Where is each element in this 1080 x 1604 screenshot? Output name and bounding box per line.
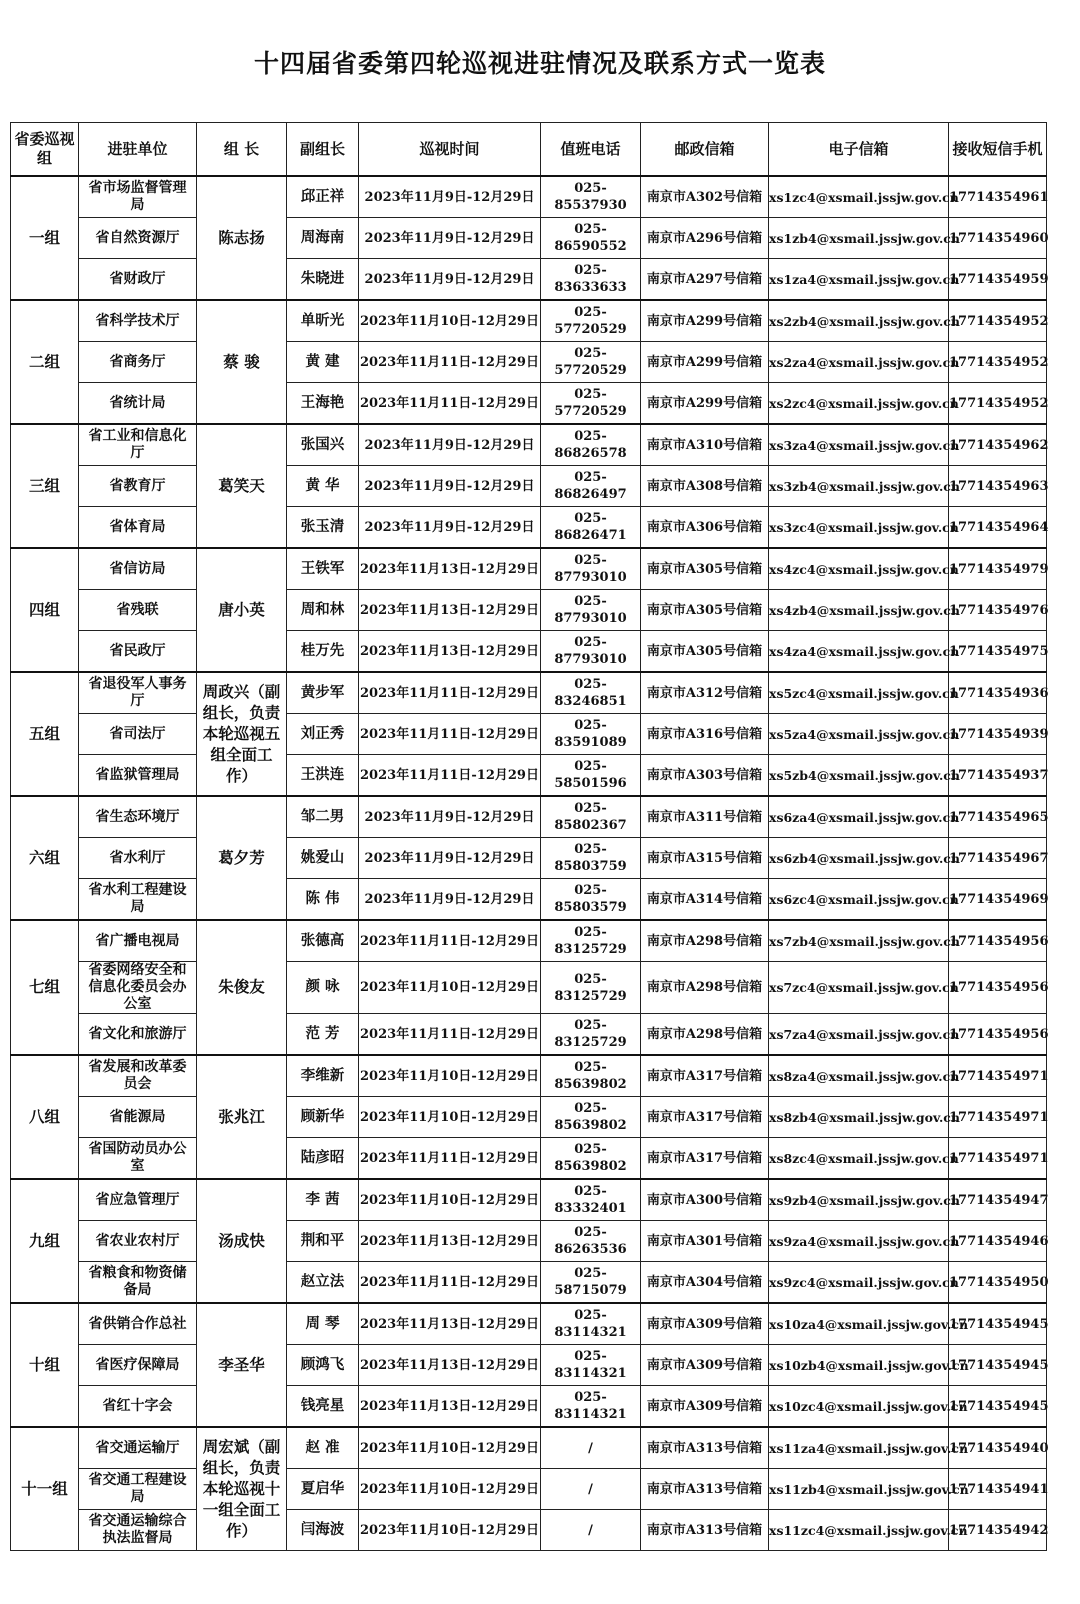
- unit-cell: 省司法厅: [79, 714, 197, 755]
- postbox-cell: 南京市A313号信箱: [641, 1469, 769, 1510]
- table-row: [11, 631, 1047, 673]
- email-cell: xs2zb4@xsmail.jssjw.gov.cn: [769, 300, 949, 342]
- email-cell: xs10zc4@xsmail.jssjw.gov.cn: [769, 1386, 949, 1428]
- time-cell: 2023年11月9日-12月29日: [359, 507, 541, 549]
- table-row: [11, 1303, 1047, 1345]
- table-row: [11, 1097, 1047, 1138]
- email-cell: xs8zc4@xsmail.jssjw.gov.cn: [769, 1138, 949, 1180]
- unit-cell: 省自然资源厅: [79, 218, 197, 259]
- time-cell: 2023年11月11日-12月29日: [359, 672, 541, 714]
- time-cell: 2023年11月13日-12月29日: [359, 1386, 541, 1428]
- table-row: [11, 342, 1047, 383]
- email-cell: xs10zb4@xsmail.jssjw.gov.cn: [769, 1345, 949, 1386]
- deputy-cell: 李 茜: [287, 1179, 359, 1221]
- postbox-cell: 南京市A306号信箱: [641, 507, 769, 549]
- phone-cell: /: [541, 1469, 641, 1510]
- table-row: [11, 1386, 1047, 1428]
- table-header-row: [11, 123, 1047, 177]
- unit-cell: 省残联: [79, 590, 197, 631]
- table-row: [11, 1179, 1047, 1221]
- phone-cell: 025-85639802: [541, 1097, 641, 1138]
- mobile-cell: 17714354976: [949, 590, 1047, 631]
- mobile-cell: 17714354947: [949, 1179, 1047, 1221]
- header-unit: 进驻单位: [79, 123, 197, 177]
- unit-cell: 省发展和改革委员会: [79, 1055, 197, 1097]
- mobile-cell: 17714354945: [949, 1303, 1047, 1345]
- table-row: [11, 1262, 1047, 1304]
- postbox-cell: 南京市A305号信箱: [641, 548, 769, 590]
- postbox-cell: 南京市A313号信箱: [641, 1427, 769, 1469]
- group-name-cell: 三组: [11, 424, 79, 548]
- phone-cell: 025-85639802: [541, 1138, 641, 1180]
- phone-cell: 025-85803759: [541, 838, 641, 879]
- table-body: [11, 176, 1047, 1551]
- table-row: [11, 838, 1047, 879]
- phone-cell: /: [541, 1510, 641, 1551]
- time-cell: 2023年11月13日-12月29日: [359, 1345, 541, 1386]
- deputy-cell: 顾新华: [287, 1097, 359, 1138]
- email-cell: xs3za4@xsmail.jssjw.gov.cn: [769, 424, 949, 466]
- header-postbox: 邮政信箱: [641, 123, 769, 177]
- table-row: [11, 466, 1047, 507]
- phone-cell: 025-83633633: [541, 259, 641, 301]
- time-cell: 2023年11月9日-12月29日: [359, 796, 541, 838]
- email-cell: xs9zc4@xsmail.jssjw.gov.cn: [769, 1262, 949, 1304]
- phone-cell: 025-83125729: [541, 1014, 641, 1056]
- leader-cell: 葛笑天: [197, 424, 287, 548]
- phone-cell: 025-86826471: [541, 507, 641, 549]
- mobile-cell: 17714354952: [949, 383, 1047, 425]
- postbox-cell: 南京市A298号信箱: [641, 920, 769, 962]
- email-cell: xs4za4@xsmail.jssjw.gov.cn: [769, 631, 949, 673]
- postbox-cell: 南京市A305号信箱: [641, 590, 769, 631]
- table-row: [11, 1427, 1047, 1469]
- mobile-cell: 17714354962: [949, 424, 1047, 466]
- deputy-cell: 李维新: [287, 1055, 359, 1097]
- deputy-cell: 陆彦昭: [287, 1138, 359, 1180]
- leader-cell: 蔡 骏: [197, 300, 287, 424]
- table-row: [11, 1469, 1047, 1510]
- email-cell: xs11zc4@xsmail.jssjw.gov.cn: [769, 1510, 949, 1551]
- time-cell: 2023年11月11日-12月29日: [359, 342, 541, 383]
- mobile-cell: 17714354971: [949, 1138, 1047, 1180]
- time-cell: 2023年11月10日-12月29日: [359, 300, 541, 342]
- phone-cell: 025-83591089: [541, 714, 641, 755]
- mobile-cell: 17714354963: [949, 466, 1047, 507]
- phone-cell: 025-85803579: [541, 879, 641, 921]
- email-cell: xs8zb4@xsmail.jssjw.gov.cn: [769, 1097, 949, 1138]
- phone-cell: 025-85802367: [541, 796, 641, 838]
- table-row: [11, 714, 1047, 755]
- mobile-cell: 17714354939: [949, 714, 1047, 755]
- unit-cell: 省文化和旅游厅: [79, 1014, 197, 1056]
- time-cell: 2023年11月13日-12月29日: [359, 631, 541, 673]
- time-cell: 2023年11月11日-12月29日: [359, 383, 541, 425]
- postbox-cell: 南京市A299号信箱: [641, 300, 769, 342]
- unit-cell: 省国防动员办公室: [79, 1138, 197, 1180]
- deputy-cell: 单昕光: [287, 300, 359, 342]
- leader-cell: 汤成快: [197, 1179, 287, 1303]
- mobile-cell: 17714354956: [949, 962, 1047, 1014]
- phone-cell: 025-57720529: [541, 383, 641, 425]
- table-row: [11, 1138, 1047, 1180]
- postbox-cell: 南京市A296号信箱: [641, 218, 769, 259]
- group-name-cell: 十一组: [11, 1427, 79, 1551]
- email-cell: xs10za4@xsmail.jssjw.gov.cn: [769, 1303, 949, 1345]
- email-cell: xs1zc4@xsmail.jssjw.gov.cn: [769, 176, 949, 218]
- unit-cell: 省民政厅: [79, 631, 197, 673]
- leader-cell: 陈志扬: [197, 176, 287, 300]
- table-row: [11, 259, 1047, 301]
- mobile-cell: 17714354945: [949, 1386, 1047, 1428]
- postbox-cell: 南京市A309号信箱: [641, 1345, 769, 1386]
- leader-cell: 李圣华: [197, 1303, 287, 1427]
- deputy-cell: 邱正祥: [287, 176, 359, 218]
- postbox-cell: 南京市A316号信箱: [641, 714, 769, 755]
- unit-cell: 省广播电视局: [79, 920, 197, 962]
- mobile-cell: 17714354967: [949, 838, 1047, 879]
- phone-cell: 025-58501596: [541, 755, 641, 797]
- time-cell: 2023年11月13日-12月29日: [359, 590, 541, 631]
- phone-cell: 025-83114321: [541, 1386, 641, 1428]
- group-name-cell: 二组: [11, 300, 79, 424]
- table-row: [11, 1345, 1047, 1386]
- postbox-cell: 南京市A313号信箱: [641, 1510, 769, 1551]
- deputy-cell: 荆和平: [287, 1221, 359, 1262]
- deputy-cell: 姚爱山: [287, 838, 359, 879]
- phone-cell: 025-83125729: [541, 962, 641, 1014]
- table-row: [11, 796, 1047, 838]
- mobile-cell: 17714354959: [949, 259, 1047, 301]
- unit-cell: 省医疗保障局: [79, 1345, 197, 1386]
- time-cell: 2023年11月10日-12月29日: [359, 1097, 541, 1138]
- unit-cell: 省教育厅: [79, 466, 197, 507]
- deputy-cell: 周 琴: [287, 1303, 359, 1345]
- email-cell: xs7za4@xsmail.jssjw.gov.cn: [769, 1014, 949, 1056]
- deputy-cell: 王洪连: [287, 755, 359, 797]
- deputy-cell: 王铁军: [287, 548, 359, 590]
- deputy-cell: 闫海波: [287, 1510, 359, 1551]
- postbox-cell: 南京市A309号信箱: [641, 1386, 769, 1428]
- postbox-cell: 南京市A299号信箱: [641, 383, 769, 425]
- mobile-cell: 17714354956: [949, 1014, 1047, 1056]
- email-cell: xs9zb4@xsmail.jssjw.gov.cn: [769, 1179, 949, 1221]
- unit-cell: 省水利工程建设局: [79, 879, 197, 921]
- group-name-cell: 六组: [11, 796, 79, 920]
- postbox-cell: 南京市A317号信箱: [641, 1097, 769, 1138]
- mobile-cell: 17714354969: [949, 879, 1047, 921]
- postbox-cell: 南京市A299号信箱: [641, 342, 769, 383]
- table-row: [11, 1055, 1047, 1097]
- phone-cell: 025-57720529: [541, 342, 641, 383]
- deputy-cell: 黄 建: [287, 342, 359, 383]
- unit-cell: 省农业农村厅: [79, 1221, 197, 1262]
- postbox-cell: 南京市A304号信箱: [641, 1262, 769, 1304]
- table-row: [11, 424, 1047, 466]
- unit-cell: 省应急管理厅: [79, 1179, 197, 1221]
- mobile-cell: 17714354940: [949, 1427, 1047, 1469]
- deputy-cell: 刘正秀: [287, 714, 359, 755]
- table-row: [11, 672, 1047, 714]
- table-row: [11, 300, 1047, 342]
- email-cell: xs7zc4@xsmail.jssjw.gov.cn: [769, 962, 949, 1014]
- table-row: [11, 548, 1047, 590]
- header-phone: 值班电话: [541, 123, 641, 177]
- email-cell: xs5zb4@xsmail.jssjw.gov.cn: [769, 755, 949, 797]
- table-row: [11, 383, 1047, 425]
- leader-cell: 张兆江: [197, 1055, 287, 1179]
- postbox-cell: 南京市A312号信箱: [641, 672, 769, 714]
- unit-cell: 省体育局: [79, 507, 197, 549]
- deputy-cell: 张国兴: [287, 424, 359, 466]
- deputy-cell: 周海南: [287, 218, 359, 259]
- page-title: 十四届省委第四轮巡视进驻情况及联系方式一览表: [253, 49, 826, 78]
- time-cell: 2023年11月10日-12月29日: [359, 1427, 541, 1469]
- mobile-cell: 17714354946: [949, 1221, 1047, 1262]
- mobile-cell: 17714354971: [949, 1055, 1047, 1097]
- time-cell: 2023年11月11日-12月29日: [359, 755, 541, 797]
- deputy-cell: 顾鸿飞: [287, 1345, 359, 1386]
- mobile-cell: 17714354942: [949, 1510, 1047, 1551]
- time-cell: 2023年11月11日-12月29日: [359, 714, 541, 755]
- phone-cell: 025-83246851: [541, 672, 641, 714]
- email-cell: xs11za4@xsmail.jssjw.gov.cn: [769, 1427, 949, 1469]
- time-cell: 2023年11月10日-12月29日: [359, 1469, 541, 1510]
- unit-cell: 省交通运输综合执法监督局: [79, 1510, 197, 1551]
- table-row: [11, 1014, 1047, 1056]
- time-cell: 2023年11月9日-12月29日: [359, 176, 541, 218]
- table-row: [11, 590, 1047, 631]
- unit-cell: 省工业和信息化厅: [79, 424, 197, 466]
- unit-cell: 省交通运输厅: [79, 1427, 197, 1469]
- phone-cell: 025-83114321: [541, 1345, 641, 1386]
- mobile-cell: 17714354975: [949, 631, 1047, 673]
- header-leader: 组 长: [197, 123, 287, 177]
- group-name-cell: 四组: [11, 548, 79, 672]
- phone-cell: 025-85639802: [541, 1055, 641, 1097]
- mobile-cell: 17714354971: [949, 1097, 1047, 1138]
- mobile-cell: 17714354952: [949, 342, 1047, 383]
- deputy-cell: 黄步军: [287, 672, 359, 714]
- leader-cell: 周政兴（副组长，负责本轮巡视五组全面工作）: [197, 672, 287, 796]
- postbox-cell: 南京市A298号信箱: [641, 962, 769, 1014]
- deputy-cell: 王海艳: [287, 383, 359, 425]
- email-cell: xs6za4@xsmail.jssjw.gov.cn: [769, 796, 949, 838]
- phone-cell: 025-83332401: [541, 1179, 641, 1221]
- time-cell: 2023年11月13日-12月29日: [359, 1303, 541, 1345]
- time-cell: 2023年11月13日-12月29日: [359, 548, 541, 590]
- table-row: [11, 507, 1047, 549]
- header-time: 巡视时间: [359, 123, 541, 177]
- postbox-cell: 南京市A303号信箱: [641, 755, 769, 797]
- time-cell: 2023年11月9日-12月29日: [359, 259, 541, 301]
- inspection-table: [10, 122, 1047, 1551]
- phone-cell: 025-83114321: [541, 1303, 641, 1345]
- time-cell: 2023年11月9日-12月29日: [359, 466, 541, 507]
- email-cell: xs1za4@xsmail.jssjw.gov.cn: [769, 259, 949, 301]
- postbox-cell: 南京市A305号信箱: [641, 631, 769, 673]
- unit-cell: 省交通工程建设局: [79, 1469, 197, 1510]
- deputy-cell: 范 芳: [287, 1014, 359, 1056]
- phone-cell: 025-87793010: [541, 590, 641, 631]
- unit-cell: 省科学技术厅: [79, 300, 197, 342]
- table-row: [11, 218, 1047, 259]
- email-cell: xs5zc4@xsmail.jssjw.gov.cn: [769, 672, 949, 714]
- email-cell: xs1zb4@xsmail.jssjw.gov.cn: [769, 218, 949, 259]
- deputy-cell: 颜 咏: [287, 962, 359, 1014]
- email-cell: xs11zb4@xsmail.jssjw.gov.cn: [769, 1469, 949, 1510]
- unit-cell: 省供销合作总社: [79, 1303, 197, 1345]
- postbox-cell: 南京市A314号信箱: [641, 879, 769, 921]
- unit-cell: 省监狱管理局: [79, 755, 197, 797]
- mobile-cell: 17714354961: [949, 176, 1047, 218]
- unit-cell: 省能源局: [79, 1097, 197, 1138]
- phone-cell: 025-58715079: [541, 1262, 641, 1304]
- postbox-cell: 南京市A317号信箱: [641, 1138, 769, 1180]
- phone-cell: 025-86826578: [541, 424, 641, 466]
- header-deputy: 副组长: [287, 123, 359, 177]
- postbox-cell: 南京市A310号信箱: [641, 424, 769, 466]
- header-group: 省委巡视组: [11, 123, 79, 177]
- unit-cell: 省水利厅: [79, 838, 197, 879]
- postbox-cell: 南京市A302号信箱: [641, 176, 769, 218]
- mobile-cell: 17714354964: [949, 507, 1047, 549]
- time-cell: 2023年11月11日-12月29日: [359, 920, 541, 962]
- mobile-cell: 17714354952: [949, 300, 1047, 342]
- phone-cell: 025-86590552: [541, 218, 641, 259]
- mobile-cell: 17714354937: [949, 755, 1047, 797]
- group-name-cell: 五组: [11, 672, 79, 796]
- email-cell: xs5za4@xsmail.jssjw.gov.cn: [769, 714, 949, 755]
- mobile-cell: 17714354956: [949, 920, 1047, 962]
- table-row: [11, 1221, 1047, 1262]
- email-cell: xs2zc4@xsmail.jssjw.gov.cn: [769, 383, 949, 425]
- group-name-cell: 八组: [11, 1055, 79, 1179]
- group-name-cell: 一组: [11, 176, 79, 300]
- time-cell: 2023年11月10日-12月29日: [359, 1055, 541, 1097]
- deputy-cell: 周和林: [287, 590, 359, 631]
- email-cell: xs3zb4@xsmail.jssjw.gov.cn: [769, 466, 949, 507]
- email-cell: xs2za4@xsmail.jssjw.gov.cn: [769, 342, 949, 383]
- mobile-cell: 17714354960: [949, 218, 1047, 259]
- unit-cell: 省统计局: [79, 383, 197, 425]
- email-cell: xs4zc4@xsmail.jssjw.gov.cn: [769, 548, 949, 590]
- deputy-cell: 陈 伟: [287, 879, 359, 921]
- email-cell: xs7zb4@xsmail.jssjw.gov.cn: [769, 920, 949, 962]
- email-cell: xs9za4@xsmail.jssjw.gov.cn: [769, 1221, 949, 1262]
- unit-cell: 省退役军人事务厅: [79, 672, 197, 714]
- deputy-cell: 钱亮星: [287, 1386, 359, 1428]
- mobile-cell: 17714354941: [949, 1469, 1047, 1510]
- unit-cell: 省委网络安全和信息化委员会办公室: [79, 962, 197, 1014]
- phone-cell: 025-57720529: [541, 300, 641, 342]
- postbox-cell: 南京市A317号信箱: [641, 1055, 769, 1097]
- phone-cell: 025-85537930: [541, 176, 641, 218]
- email-cell: xs3zc4@xsmail.jssjw.gov.cn: [769, 507, 949, 549]
- phone-cell: 025-83125729: [541, 920, 641, 962]
- postbox-cell: 南京市A298号信箱: [641, 1014, 769, 1056]
- email-cell: xs6zb4@xsmail.jssjw.gov.cn: [769, 838, 949, 879]
- phone-cell: 025-86826497: [541, 466, 641, 507]
- header-email: 电子信箱: [769, 123, 949, 177]
- deputy-cell: 赵 准: [287, 1427, 359, 1469]
- time-cell: 2023年11月9日-12月29日: [359, 838, 541, 879]
- leader-cell: 周宏斌（副组长，负责本轮巡视十一组全面工作）: [197, 1427, 287, 1551]
- group-name-cell: 九组: [11, 1179, 79, 1303]
- table-row: [11, 920, 1047, 962]
- postbox-cell: 南京市A301号信箱: [641, 1221, 769, 1262]
- postbox-cell: 南京市A308号信箱: [641, 466, 769, 507]
- unit-cell: 省生态环境厅: [79, 796, 197, 838]
- unit-cell: 省粮食和物资储备局: [79, 1262, 197, 1304]
- postbox-cell: 南京市A315号信箱: [641, 838, 769, 879]
- postbox-cell: 南京市A300号信箱: [641, 1179, 769, 1221]
- deputy-cell: 赵立法: [287, 1262, 359, 1304]
- postbox-cell: 南京市A309号信箱: [641, 1303, 769, 1345]
- time-cell: 2023年11月11日-12月29日: [359, 1138, 541, 1180]
- phone-cell: 025-87793010: [541, 548, 641, 590]
- mobile-cell: 17714354945: [949, 1345, 1047, 1386]
- unit-cell: 省红十字会: [79, 1386, 197, 1428]
- email-cell: xs4zb4@xsmail.jssjw.gov.cn: [769, 590, 949, 631]
- time-cell: 2023年11月10日-12月29日: [359, 1179, 541, 1221]
- mobile-cell: 17714354936: [949, 672, 1047, 714]
- email-cell: xs8za4@xsmail.jssjw.gov.cn: [769, 1055, 949, 1097]
- deputy-cell: 张德高: [287, 920, 359, 962]
- time-cell: 2023年11月11日-12月29日: [359, 1262, 541, 1304]
- table-row: [11, 879, 1047, 921]
- table-row: [11, 755, 1047, 797]
- unit-cell: 省财政厅: [79, 259, 197, 301]
- time-cell: 2023年11月9日-12月29日: [359, 424, 541, 466]
- table-row: [11, 176, 1047, 218]
- postbox-cell: 南京市A311号信箱: [641, 796, 769, 838]
- unit-cell: 省市场监督管理局: [79, 176, 197, 218]
- deputy-cell: 张玉清: [287, 507, 359, 549]
- leader-cell: 葛夕芳: [197, 796, 287, 920]
- deputy-cell: 夏启华: [287, 1469, 359, 1510]
- phone-cell: /: [541, 1427, 641, 1469]
- time-cell: 2023年11月13日-12月29日: [359, 1221, 541, 1262]
- mobile-cell: 17714354965: [949, 796, 1047, 838]
- time-cell: 2023年11月9日-12月29日: [359, 879, 541, 921]
- time-cell: 2023年11月10日-12月29日: [359, 1510, 541, 1551]
- deputy-cell: 朱晓进: [287, 259, 359, 301]
- mobile-cell: 17714354979: [949, 548, 1047, 590]
- phone-cell: 025-87793010: [541, 631, 641, 673]
- postbox-cell: 南京市A297号信箱: [641, 259, 769, 301]
- leader-cell: 朱俊友: [197, 920, 287, 1055]
- deputy-cell: 桂万先: [287, 631, 359, 673]
- table-row: [11, 1510, 1047, 1551]
- deputy-cell: 黄 华: [287, 466, 359, 507]
- time-cell: 2023年11月11日-12月29日: [359, 1014, 541, 1056]
- email-cell: xs6zc4@xsmail.jssjw.gov.cn: [769, 879, 949, 921]
- group-name-cell: 十组: [11, 1303, 79, 1427]
- mobile-cell: 17714354950: [949, 1262, 1047, 1304]
- deputy-cell: 邹二男: [287, 796, 359, 838]
- table-row: [11, 962, 1047, 1014]
- unit-cell: 省信访局: [79, 548, 197, 590]
- time-cell: 2023年11月10日-12月29日: [359, 962, 541, 1014]
- header-mobile: 接收短信手机: [949, 123, 1047, 177]
- group-name-cell: 七组: [11, 920, 79, 1055]
- leader-cell: 唐小英: [197, 548, 287, 672]
- unit-cell: 省商务厅: [79, 342, 197, 383]
- time-cell: 2023年11月9日-12月29日: [359, 218, 541, 259]
- phone-cell: 025-86263536: [541, 1221, 641, 1262]
